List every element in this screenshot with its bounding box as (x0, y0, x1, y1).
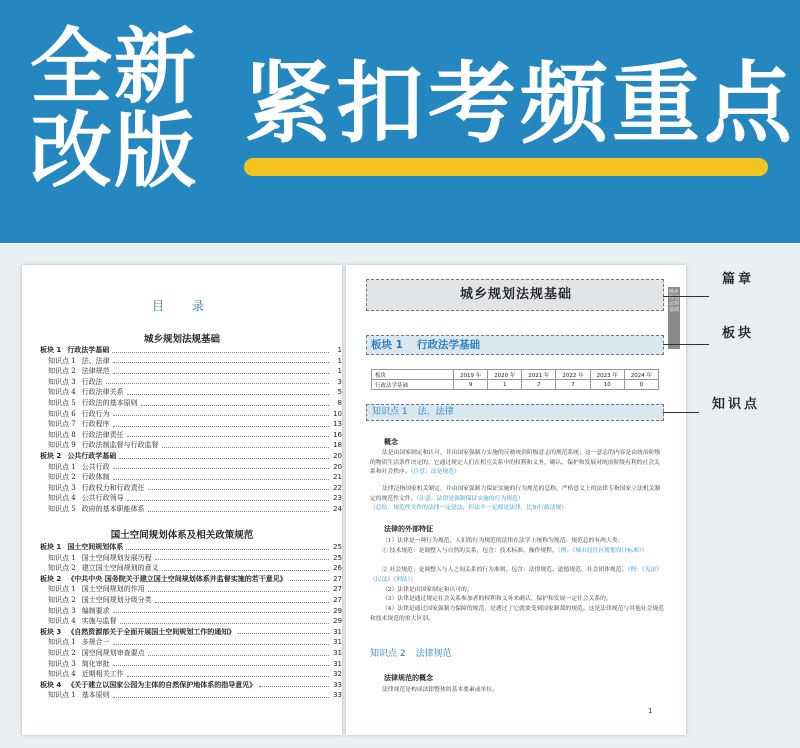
feature-1: （1）法律是一种行为规范，人们的行为规范的法律在法学上统称为规范。规范总的有两大类： (382, 538, 624, 544)
toc-row-number: 知识点 3 (48, 606, 76, 615)
concept-paragraph-1: 法是由国家制定和认可，并由国家强制力实施的反映统治阶级意志的规范系统；这一意志的内容是由统治阶级的物质生活条件决定的，它通过规定人们在相互关系中的权利和义务，确认、保护和发展对统治阶级有利的社会关系和社会秩序。（注意：法是规范） (370, 450, 661, 476)
table-cell: 1 (488, 380, 522, 390)
toc-leader-dots (148, 584, 329, 592)
toc-part-2: 国土空间规划体系及相关政策规范 (110, 530, 254, 541)
table-header-cell: 2021 年 (522, 370, 556, 380)
toc-knowledge-row (22, 648, 342, 659)
table-row (372, 380, 659, 390)
toc-row-label: 实施与监督 (81, 617, 117, 626)
toc-row-label: 行政法学基础 (67, 346, 110, 354)
note-2: （注意：法律是强制保证实施的行为规范） (416, 495, 524, 502)
toc-row-label: 行政法律关系 (81, 388, 124, 397)
toc-row-label: 简化审批 (81, 659, 110, 668)
toc-row-number: 板块 1 (40, 543, 62, 551)
toc-row-label: 国土空间规划发展历程 (81, 553, 152, 562)
toc-knowledge-row (22, 430, 342, 441)
toc-knowledge-row (22, 563, 342, 574)
toc-row-number: 知识点 2 (48, 473, 76, 482)
toc-row-label: 公共行政学基础 (67, 452, 117, 460)
table-header-cell: 板块 (372, 370, 454, 380)
toc-row-number: 知识点 3 (48, 659, 76, 668)
new-edition-line1: 全新 (30, 20, 199, 115)
toc-row-page: 31 (333, 627, 342, 636)
table-header-cell: 2019 年 (454, 370, 488, 380)
toc-knowledge-row (22, 398, 342, 409)
toc-row-page: 27 (333, 596, 342, 604)
toc-row-page: 22 (333, 483, 342, 492)
toc-row-page: 1 (337, 346, 342, 354)
toc-row-label: 国土空间规划的作用 (81, 585, 145, 594)
toc-row-page: 33 (333, 680, 342, 689)
table-cell: 7 (556, 380, 590, 390)
knowledge-point-heading (372, 405, 454, 420)
toc-row-number: 知识点 7 (48, 420, 76, 429)
kp1-number: 知识点 1 (372, 407, 408, 417)
toc-knowledge-row (22, 616, 342, 627)
toc-row-page: 31 (333, 638, 342, 647)
toc-leader-dots (113, 366, 329, 374)
toc-knowledge-row (22, 606, 342, 617)
toc-row-label: 国土空间规划分级分类 (81, 596, 152, 604)
note-4: （例：《宪法》《民法》《刑法》） (370, 567, 663, 583)
toc-row-label: 法、法律 (81, 356, 110, 365)
toc-leader-dots (113, 356, 329, 364)
toc-row-label: 《关于建立以国家公园为主体的自然保护地体系的指导意见》 (67, 680, 257, 689)
table-header-cell: 2024 年 (624, 370, 658, 380)
toc-leader-dots (259, 680, 329, 688)
toc-row-page: 25 (333, 543, 342, 551)
table-header-cell: 2023 年 (590, 370, 624, 380)
chapter-box (366, 279, 664, 311)
toc-row-label: 基本原则 (81, 691, 110, 700)
toc-row-page: 21 (333, 473, 342, 482)
toc-row-page: 24 (333, 505, 342, 513)
toc-leader-dots (155, 553, 329, 561)
toc-row-label: 法律规范 (81, 367, 110, 376)
top-banner (0, 0, 800, 243)
toc-row-label: 政府的基本职能体系 (81, 505, 145, 513)
kp1-title: 法、法律 (417, 407, 454, 417)
knowledge-point-box (366, 404, 664, 421)
toc-row-page: 23 (333, 494, 342, 503)
toc-row-number: 板块 1 (40, 346, 62, 354)
toc-leader-dots (120, 616, 329, 624)
toc-leader-dots (113, 690, 329, 698)
toc-leader-dots (127, 387, 329, 395)
toc-row-label: 近期相关工作 (81, 670, 124, 679)
toc-row-page: 10 (333, 409, 342, 418)
toc-leader-dots (112, 345, 329, 353)
toc-row-label: 建立国土空间规划的意义 (81, 564, 159, 573)
toc-title: 目 录 (151, 299, 212, 313)
toc-row-page: 26 (333, 564, 342, 573)
toc-knowledge-row (22, 504, 342, 515)
toc-row-label: 行政行为 (81, 409, 110, 418)
toc-row-number: 知识点 5 (48, 399, 76, 407)
toc-knowledge-row (22, 366, 342, 377)
toc-row-label: 国土空间规划体系 (67, 543, 124, 551)
slogan: 紧扣考频重点 (244, 52, 797, 155)
toc-row-number: 板块 2 (40, 452, 62, 460)
toc-page (22, 265, 342, 735)
toc-row-number: 知识点 1 (48, 553, 76, 562)
toc-section-row (22, 542, 342, 553)
table-header-cell: 2022 年 (556, 370, 590, 380)
feature-4: （4）法律是通过国家强制力保障的规范，是透过了它就要受到国家制裁的规范。这是法律规范与其他社会规范和技术规范的重大区别。 (370, 606, 664, 622)
toc-row-number: 板块 4 (40, 680, 62, 689)
toc-row-number: 知识点 4 (48, 388, 76, 397)
toc-knowledge-row (22, 419, 342, 430)
block-title: 行政法学基础 (416, 339, 480, 351)
toc-row-label: 行政法的基本原则 (81, 399, 138, 407)
toc-row-number: 知识点 9 (48, 441, 76, 450)
toc-row-number: 知识点 4 (48, 617, 76, 626)
toc-row-number: 知识点 4 (48, 670, 76, 679)
concept-heading: 概念 (384, 438, 398, 446)
toc-knowledge-row (22, 462, 342, 473)
toc-knowledge-row (22, 690, 342, 701)
toc-knowledge-row (22, 409, 342, 420)
toc-row-label: 多规合一 (81, 638, 110, 647)
frequency-table (371, 369, 659, 390)
toc-leader-dots (127, 430, 329, 438)
kp2-title: 法律规范 (415, 649, 452, 659)
toc-knowledge-row (22, 387, 342, 398)
toc-section-row (22, 345, 342, 356)
block-number: 板块 1 (371, 339, 403, 351)
annotation-point: 知识点 (712, 397, 761, 412)
table-header-cell: 2020 年 (488, 370, 522, 380)
block-box (366, 335, 664, 355)
toc-leader-dots (126, 542, 329, 550)
toc-part-1: 城乡规划法规基础 (143, 334, 220, 345)
toc-leader-dots (113, 462, 329, 470)
annotation-line-point (663, 412, 699, 413)
toc-row-page: 8 (337, 399, 342, 407)
toc-row-label: 国空间规划审查要点 (81, 649, 145, 657)
toc-leader-dots (238, 627, 329, 635)
toc-row-number: 知识点 1 (48, 585, 76, 594)
toc-row-number: 知识点 1 (48, 691, 76, 700)
feature-1a: ① 技术规范：是调整人与自然的关系，包含：技术标准、操作规程。（例：《城市居住区规划设计标准》） (382, 547, 648, 554)
block-heading (371, 336, 480, 354)
toc-knowledge-row (22, 553, 342, 564)
toc-row-label: 行政法律责任 (81, 430, 124, 439)
toc-row-page: 5 (337, 388, 342, 397)
toc-knowledge-row (22, 584, 342, 595)
toc-row-page: 29 (333, 606, 342, 615)
toc-leader-dots (148, 504, 329, 512)
toc-leader-dots (113, 659, 329, 667)
chapter-title: 城乡规划法规基础 (459, 287, 572, 302)
toc-row-page: 18 (333, 441, 342, 450)
annotation-line-block (663, 344, 709, 345)
toc-row-page: 27 (333, 585, 342, 594)
features-heading: 法律的外部特征 (384, 525, 433, 533)
toc-leader-dots (290, 574, 329, 582)
toc-row-number: 知识点 8 (48, 430, 76, 439)
toc-leader-dots (162, 440, 329, 448)
toc-knowledge-row (22, 637, 342, 648)
toc-leader-dots (106, 377, 329, 385)
toc-row-label: 《中共中央 国务院关于建立国土空间规划体系并监督实施的若干意见》 (67, 574, 287, 583)
toc-row-number: 知识点 2 (48, 564, 76, 573)
new-edition-heading (30, 20, 220, 199)
table-cell: 9 (454, 380, 488, 390)
toc-row-page: 16 (333, 430, 342, 439)
note-1: （注意：法是规范） (410, 469, 460, 476)
toc-row-label: 《自然资源部关于全面开展国土空间规划工作的通知》 (67, 627, 236, 636)
concept-paragraph-2: 法律泛指国家机关制定，并由国家强制力保证实施的行为规范的总称。严格意义上的法律专指国家立法机关制定的规范性文件。（注意：法律是强制保证实施的行为规范） （总结：规范性文件的法律一定是法，但法不一定都是法律，比如行政法规） (370, 486, 661, 512)
toc-leader-dots (148, 483, 329, 491)
toc-leader-dots (162, 563, 329, 571)
side-tab: 城乡规划法规基础 (668, 287, 680, 349)
toc-leader-dots (113, 409, 329, 417)
table-cell: 10 (590, 380, 624, 390)
toc-row-number: 板块 3 (40, 627, 62, 636)
toc-leader-dots (155, 595, 329, 603)
table-header-row (372, 370, 659, 380)
toc-row-number: 知识点 1 (48, 462, 76, 471)
annotation-chapter: 篇章 (722, 272, 755, 287)
toc-leader-dots (127, 669, 329, 677)
toc-row-page: 3 (337, 377, 342, 386)
toc-leader-dots (141, 398, 329, 406)
toc-row-label: 公共行政领导 (81, 494, 124, 503)
toc-section-row (22, 451, 342, 462)
toc-row-number: 知识点 6 (48, 409, 76, 418)
toc-knowledge-row (22, 472, 342, 483)
toc-row-number: 知识点 1 (48, 356, 76, 365)
feature-2: （2）法律是由国家制定和认可的。 (382, 586, 473, 593)
toc-row-page: 20 (333, 452, 342, 460)
toc-knowledge-row (22, 440, 342, 451)
toc-row-number: 知识点 3 (48, 377, 76, 386)
toc-row-label: 行政体制 (81, 473, 110, 482)
feature-1b: ② 社会规范：是调整人与人之间关系的行为准则。包含：法律规范、道德规范、社会团体规范。（例：《宪法》《民法》《刑法》） (370, 567, 663, 583)
toc-section-row (22, 574, 342, 585)
toc-knowledge-row (22, 356, 342, 367)
toc-knowledge-row (22, 483, 342, 494)
annotation-block: 板块 (722, 326, 755, 341)
new-edition-line2: 改版 (30, 104, 199, 199)
toc-leader-dots (113, 419, 329, 427)
toc-row-label: 行政程序 (81, 420, 110, 429)
toc-row-page: 29 (333, 617, 342, 626)
annotation-line-chapter (663, 296, 709, 297)
note-3: （例：《城市居住区规划设计标准》） (557, 547, 648, 554)
toc-row-number: 知识点 3 (48, 483, 76, 492)
toc-row-number: 板块 2 (40, 574, 62, 583)
kp2-heading (370, 646, 452, 659)
toc-row-number: 知识点 2 (48, 596, 76, 604)
norm-heading: 法律规范的概念 (384, 674, 433, 682)
toc-row-label: 行政法 (81, 377, 103, 386)
summary-note: （总结：规范性文件的法律一定是法，但法不一定都是法律，比如行政法规） (370, 505, 568, 512)
toc-row-number: 知识点 2 (48, 367, 76, 376)
content-page (346, 265, 686, 735)
toc-knowledge-row (22, 377, 342, 388)
toc-leader-dots (148, 648, 329, 656)
toc-leader-dots (113, 472, 329, 480)
toc-row-page: 31 (333, 649, 342, 657)
toc-row-label: 行政权力和行政责任 (81, 483, 145, 492)
toc-section-row (22, 680, 342, 691)
toc-row-label: 公共行政 (81, 462, 110, 471)
kp2-number: 知识点 2 (370, 649, 406, 659)
toc-knowledge-row (22, 493, 342, 504)
toc-row-number: 知识点 5 (48, 505, 76, 513)
toc-knowledge-row (22, 669, 342, 680)
toc-leader-dots (113, 637, 329, 645)
table-cell: 7 (522, 380, 556, 390)
toc-leader-dots (113, 606, 329, 614)
toc-row-page: 1 (337, 367, 342, 376)
toc-row-page: 25 (333, 553, 342, 562)
feature-3: （3）法律是通过规定社会关系参加者的权利和义务来确认、保护和发展一定社会关系的。 (382, 596, 612, 602)
toc-leader-dots (127, 493, 329, 501)
toc-row-page: 1 (337, 356, 342, 365)
toc-row-page: 32 (333, 670, 342, 679)
toc-row-number: 知识点 1 (48, 638, 76, 647)
toc-row-page: 20 (333, 462, 342, 471)
norm-paragraph: 法律规范是构成法律整体的基本要素或单位。 (382, 687, 498, 693)
toc-row-number: 知识点 2 (48, 649, 76, 657)
toc-row-label: 编制要求 (81, 606, 110, 615)
table-cell: 0 (624, 380, 658, 390)
toc-row-number: 知识点 4 (48, 494, 76, 503)
page-number: 1 (648, 707, 653, 715)
toc-row-page: 31 (333, 659, 342, 668)
toc-row-page: 13 (333, 420, 342, 429)
toc-leader-dots (119, 451, 329, 459)
slogan-underline (244, 158, 768, 176)
table-cell: 行政法学基础 (372, 380, 454, 390)
toc-section-row (22, 627, 342, 638)
toc-row-page: 27 (333, 574, 342, 583)
toc-knowledge-row (22, 595, 342, 606)
toc-row-label: 行政法制监督与行政监督 (81, 441, 159, 450)
toc-knowledge-row (22, 659, 342, 670)
toc-row-page: 33 (333, 691, 342, 700)
